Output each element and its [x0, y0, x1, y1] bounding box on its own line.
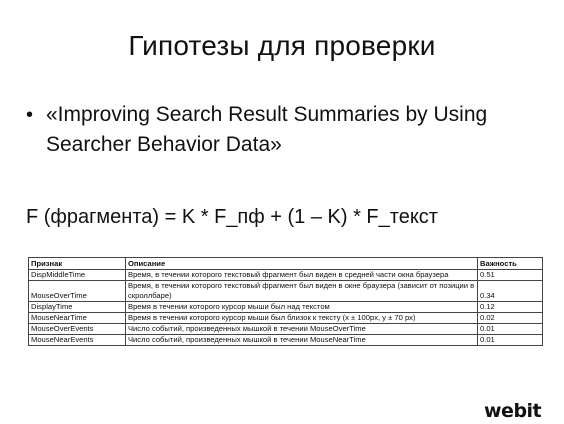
table-header-row: [29, 258, 543, 270]
cell-sign: MouseNearTime: [29, 313, 126, 324]
cell-sign: DisplayTime: [29, 302, 126, 313]
bullet-item: [26, 100, 546, 160]
webit-logo: webit: [484, 400, 542, 422]
header-importance: Важность: [478, 258, 543, 270]
cell-importance: 0.51: [478, 270, 543, 281]
table-row: [29, 270, 543, 281]
table-row: [29, 324, 543, 335]
header-description: Описание: [126, 258, 478, 270]
table-row: [29, 281, 543, 302]
cell-description: Число событий, произведенных мышкой в течении MouseNearTime: [126, 335, 478, 346]
cell-importance: 0.34: [478, 281, 543, 302]
table-row: [29, 335, 543, 346]
cell-importance: 0.01: [478, 324, 543, 335]
features-table: [28, 257, 543, 346]
bullet-dot: •: [26, 104, 34, 126]
cell-description: Время, в течении которого текстовый фрагмент был виден в средней части окна браузера: [126, 270, 478, 281]
cell-sign: MouseOverEvents: [29, 324, 126, 335]
formula: F (фрагмента) = K * F_пф + (1 – K) * F_текст: [26, 206, 438, 228]
cell-description: Время, в течении которого текстовый фрагмент был виден в окне браузера (зависит от позиции в скроллбаре): [126, 281, 478, 302]
cell-importance: 0.01: [478, 335, 543, 346]
cell-importance: 0.02: [478, 313, 543, 324]
cell-sign: DispMiddleTime: [29, 270, 126, 281]
cell-description: Число событий, произведенных мышкой в течении MouseOverTime: [126, 324, 478, 335]
cell-description: Время в течении которого курсор мыши был близок к тексту (x ± 100px, y ± 70 px): [126, 313, 478, 324]
cell-sign: MouseNearEvents: [29, 335, 126, 346]
table-row: [29, 302, 543, 313]
header-sign: Признак: [29, 258, 126, 270]
cell-description: Время в течении которого курсор мыши был над текстом: [126, 302, 478, 313]
cell-importance: 0.12: [478, 302, 543, 313]
slide-title: Гипотезы для проверки: [128, 30, 436, 61]
cell-sign: MouseOverTime: [29, 281, 126, 302]
table-row: [29, 313, 543, 324]
bullet-text: «Improving Search Result Summaries by Using Searcher Behavior Data»: [46, 103, 488, 156]
